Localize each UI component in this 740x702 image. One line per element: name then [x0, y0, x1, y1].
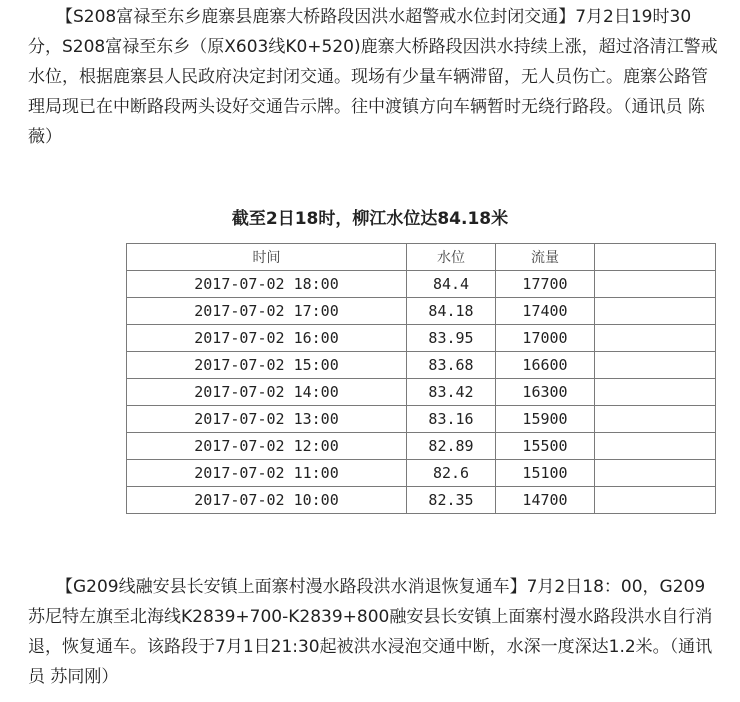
cell-empty [595, 379, 716, 406]
cell-flow: 17400 [496, 298, 595, 325]
article-paragraph-1: 【S208富禄至东乡鹿寨县鹿寨大桥路段因洪水超警戒水位封闭交通】7月2日19时30分，S208富禄至东乡（原X603线K0+520)鹿寨大桥路段因洪水持续上涨，超过洛清江警戒水位，根据鹿寨县人民政府决定封闭交通。现场有少量车辆滞留，无人员伤亡。鹿寨公路管理局现已在中断路段两头设好交通告示牌。往中渡镇方向车辆暂时无绕行路段。（通讯员 陈薇） [28, 7, 718, 147]
table-row [127, 298, 716, 325]
table-row [127, 433, 716, 460]
table-row [127, 379, 716, 406]
cell-time: 2017-07-02 11:00 [127, 460, 407, 487]
table-row [127, 487, 716, 514]
table-row [127, 271, 716, 298]
table-row [127, 460, 716, 487]
cell-water-level: 83.95 [407, 325, 496, 352]
article-paragraph-2: 【G209线融安县长安镇上面寨村漫水路段洪水消退恢复通车】7月2日18：00，G209苏尼特左旗至北海线K2839+700-K2839+800融安县长安镇上面寨村漫水路段洪水自行消退，恢复通车。该路段于7月1日21:30起被洪水浸泡交通中断，水深一度深达1.2米。（通讯员 苏同刚） [28, 577, 713, 687]
cell-time: 2017-07-02 14:00 [127, 379, 407, 406]
cell-empty [595, 298, 716, 325]
cell-water-level: 83.42 [407, 379, 496, 406]
cell-water-level: 82.89 [407, 433, 496, 460]
table-caption: 截至2日18时，柳江水位达84.18米 [231, 209, 509, 229]
cell-empty [595, 325, 716, 352]
table-header-row [127, 244, 716, 271]
cell-time: 2017-07-02 16:00 [127, 325, 407, 352]
header-time: 时间 [127, 244, 407, 271]
header-flow: 流量 [496, 244, 595, 271]
cell-water-level: 83.16 [407, 406, 496, 433]
cell-empty [595, 406, 716, 433]
cell-empty [595, 433, 716, 460]
cell-water-level: 82.6 [407, 460, 496, 487]
cell-flow: 14700 [496, 487, 595, 514]
cell-flow: 16300 [496, 379, 595, 406]
cell-flow: 16600 [496, 352, 595, 379]
header-empty [595, 244, 716, 271]
cell-water-level: 84.18 [407, 298, 496, 325]
cell-flow: 17700 [496, 271, 595, 298]
cell-time: 2017-07-02 12:00 [127, 433, 407, 460]
cell-water-level: 82.35 [407, 487, 496, 514]
cell-flow: 15900 [496, 406, 595, 433]
table-body [127, 271, 716, 514]
cell-time: 2017-07-02 15:00 [127, 352, 407, 379]
cell-water-level: 84.4 [407, 271, 496, 298]
cell-time: 2017-07-02 18:00 [127, 271, 407, 298]
table-row [127, 406, 716, 433]
cell-water-level: 83.68 [407, 352, 496, 379]
cell-time: 2017-07-02 10:00 [127, 487, 407, 514]
cell-empty [595, 487, 716, 514]
table-row [127, 325, 716, 352]
cell-empty [595, 352, 716, 379]
cell-empty [595, 271, 716, 298]
cell-flow: 15500 [496, 433, 595, 460]
cell-time: 2017-07-02 17:00 [127, 298, 407, 325]
cell-flow: 15100 [496, 460, 595, 487]
table-row [127, 352, 716, 379]
cell-empty [595, 460, 716, 487]
water-level-table [126, 243, 716, 514]
cell-flow: 17000 [496, 325, 595, 352]
cell-time: 2017-07-02 13:00 [127, 406, 407, 433]
header-water-level: 水位 [407, 244, 496, 271]
